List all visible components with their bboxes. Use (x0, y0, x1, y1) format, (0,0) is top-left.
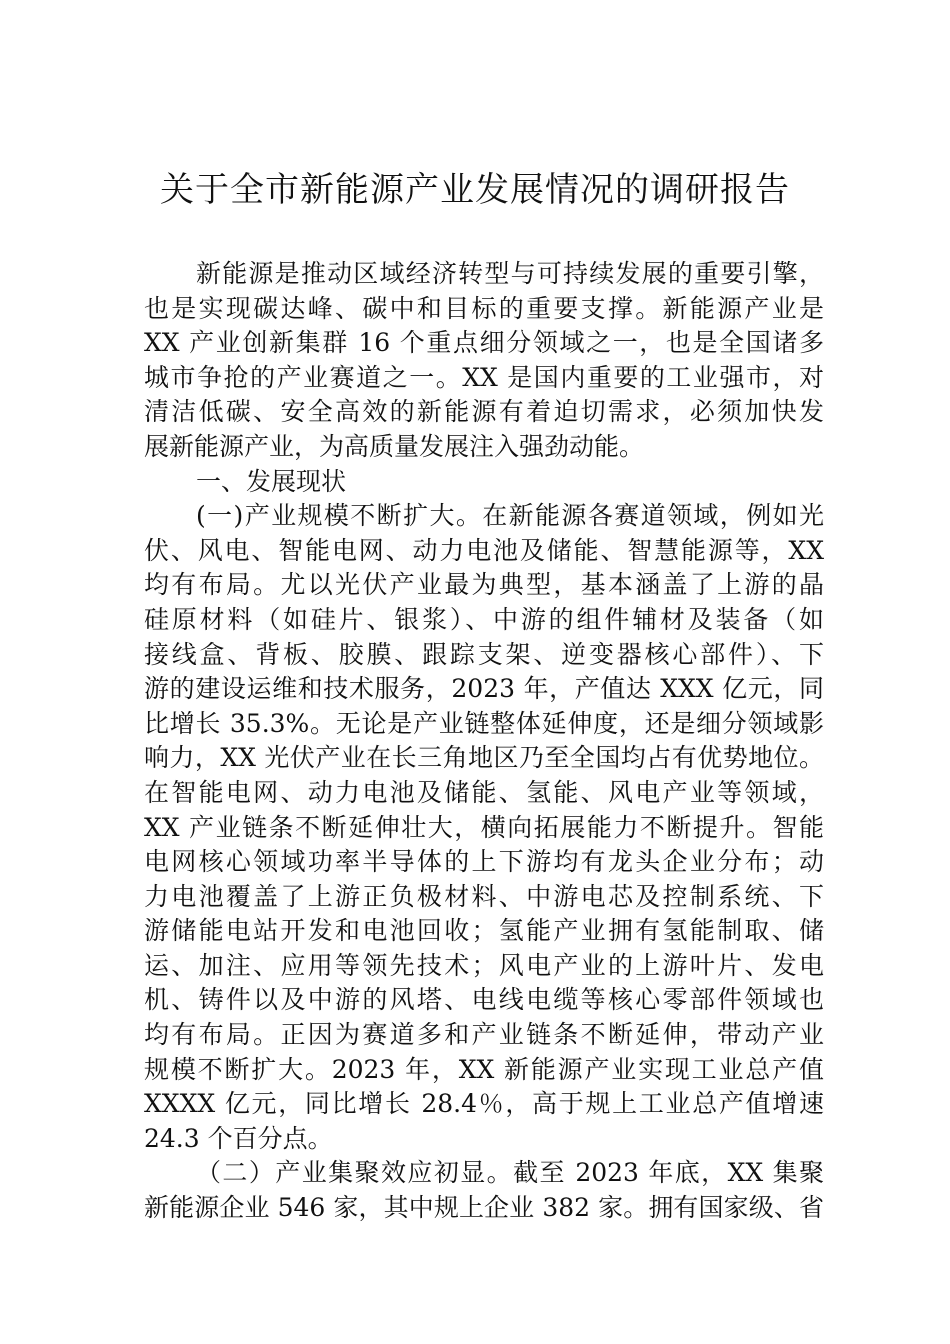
text-line: 城市争抢的产业赛道之一。XX 是国内重要的工业强市，对 (144, 362, 824, 392)
text-line: 新能源是推动区域经济转型与可持续发展的重要引擎， (196, 259, 824, 288)
document-title: 关于全市新能源产业发展情况的调研报告 (160, 170, 790, 210)
text-line: 游的建设运维和技术服务，2023 年，产值达 XXX 亿元，同 (144, 674, 824, 704)
text-line: XXXX 亿元，同比增长 28.4％，高于规上工业总产值增速 (144, 1089, 824, 1119)
text-line: 在智能电网、动力电池及储能、氢能、风电产业等领域， (144, 777, 824, 807)
text-line: 新能源企业 546 家，其中规上企业 382 家。拥有国家级、省 (144, 1193, 824, 1223)
text-line: 均有布局。尤以光伏产业最为典型，基本涵盖了上游的晶 (144, 570, 824, 600)
text-line: 清洁低碳、安全高效的新能源有着迫切需求，必须加快发 (144, 397, 824, 427)
text-line: （二）产业集聚效应初显。截至 2023 年底，XX 集聚 (196, 1158, 824, 1188)
text-line: 24.3 个百分点。 (144, 1123, 333, 1153)
text-line: 比增长 35.3%。无论是产业链整体延伸度，还是细分领域影 (144, 708, 824, 738)
text-line: XX 产业创新集群 16 个重点细分领域之一，也是全国诸多 (144, 328, 824, 358)
text-line: 游储能电站开发和电池回收；氢能产业拥有氢能制取、储 (144, 916, 824, 946)
document-body (144, 257, 824, 1226)
text-line: 展新能源产业，为高质量发展注入强劲动能。 (144, 431, 645, 461)
text-line: 响力，XX 光伏产业在长三角地区乃至全国均占有优势地位。 (144, 743, 824, 773)
text-line: 也是实现碳达峰、碳中和目标的重要支撑。新能源产业是 (144, 293, 824, 323)
text-line: 机、铸件以及中游的风塔、电线电缆等核心零部件领域也 (144, 985, 824, 1015)
text-line: 均有布局。正因为赛道多和产业链条不断延伸，带动产业 (144, 1020, 824, 1050)
text-line: 运、加注、应用等领先技术；风电产业的上游叶片、发电 (144, 950, 824, 980)
text-line: 伏、风电、智能电网、动力电池及储能、智慧能源等，XX (144, 535, 824, 565)
text-line: 接线盒、背板、胶膜、跟踪支架、逆变器核心部件）、下 (144, 639, 824, 669)
text-line: 一、发展现状 (196, 466, 347, 496)
text-line: (一)产业规模不断扩大。在新能源各赛道领域，例如光 (196, 501, 824, 531)
text-line: 规模不断扩大。2023 年，XX 新能源产业实现工业总产值 (144, 1054, 824, 1084)
text-line: 力电池覆盖了上游正负极材料、中游电芯及控制系统、下 (144, 881, 824, 911)
text-line: 电网核心领域功率半导体的上下游均有龙头企业分布；动 (144, 847, 824, 877)
text-line: 硅原材料（如硅片、银浆）、中游的组件辅材及装备（如 (144, 604, 824, 634)
text-line: XX 产业链条不断延伸壮大，横向拓展能力不断提升。智能 (144, 812, 824, 842)
